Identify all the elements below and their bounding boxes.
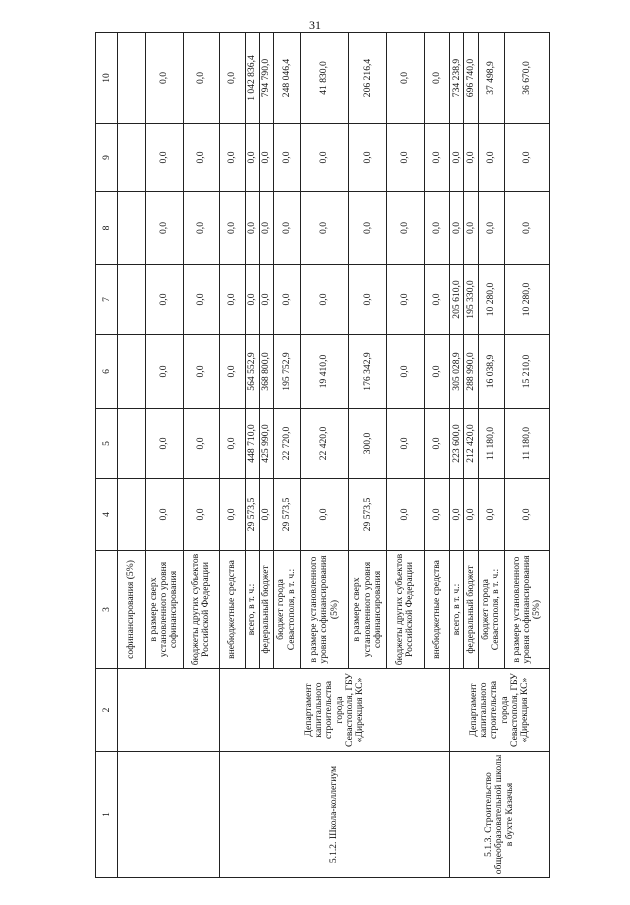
value-cell: 0,0: [478, 192, 504, 265]
value-cell: 0,0: [464, 124, 478, 192]
value-cell: 0,0: [220, 192, 245, 265]
value-cell: 0,0: [387, 479, 425, 551]
value-cell: 16 038,9: [478, 335, 504, 409]
value-cell: 15 210,0: [505, 335, 550, 409]
header-cell: 4: [96, 479, 118, 551]
source-cell: федеральный бюджет: [259, 551, 273, 669]
value-cell: 288 990,0: [464, 335, 478, 409]
value-cell: 0,0: [505, 192, 550, 265]
value-cell: 205 610,0: [450, 265, 464, 335]
value-cell: 0,0: [259, 192, 273, 265]
value-cell: 0,0: [145, 409, 183, 479]
value-cell: 0,0: [478, 479, 504, 551]
value-cell: 0,0: [300, 192, 349, 265]
value-cell: 206 216,4: [349, 33, 387, 124]
value-cell: 29 573,5: [274, 479, 300, 551]
value-cell: 0,0: [145, 335, 183, 409]
value-cell: 195 752,9: [274, 335, 300, 409]
value-cell: 300,0: [349, 409, 387, 479]
header-cell: 6: [96, 335, 118, 409]
value-cell: 223 600,0: [450, 409, 464, 479]
value-cell: [118, 479, 145, 551]
value-cell: 0,0: [424, 479, 449, 551]
table-row: [118, 33, 145, 878]
value-cell: 1 042 836,4: [245, 33, 259, 124]
header-cell: 7: [96, 265, 118, 335]
header-cell: 5: [96, 409, 118, 479]
value-cell: 0,0: [245, 192, 259, 265]
source-cell: внебюджетные средства: [424, 551, 449, 669]
value-cell: 11 180,0: [478, 409, 504, 479]
value-cell: 195 330,0: [464, 265, 478, 335]
table-row: [450, 33, 464, 878]
source-cell: софинансирования (5%): [118, 551, 145, 669]
value-cell: 176 342,9: [349, 335, 387, 409]
value-cell: 0,0: [245, 265, 259, 335]
value-cell: 0,0: [349, 265, 387, 335]
executor-cell: [118, 669, 220, 752]
value-cell: 19 410,0: [300, 335, 349, 409]
item-cell: [118, 752, 220, 878]
source-cell: всего, в т. ч.:: [245, 551, 259, 669]
value-cell: [118, 265, 145, 335]
value-cell: 564 552,9: [245, 335, 259, 409]
value-cell: 696 740,0: [464, 33, 478, 124]
executor-name: Департамент капитального строительства города Севастополя, ГБУ «Дирекция КС»: [220, 669, 450, 752]
value-cell: 0,0: [183, 33, 220, 124]
header-cell: 2: [96, 669, 118, 752]
value-cell: 29 573,5: [349, 479, 387, 551]
value-cell: 11 180,0: [505, 409, 550, 479]
value-cell: 0,0: [145, 124, 183, 192]
value-cell: 0,0: [259, 265, 273, 335]
value-cell: 0,0: [387, 335, 425, 409]
value-cell: 0,0: [424, 192, 449, 265]
value-cell: [118, 192, 145, 265]
value-cell: 0,0: [505, 479, 550, 551]
header-cell: 9: [96, 124, 118, 192]
source-cell: бюджет города Севастополя, в т. ч.:: [478, 551, 504, 669]
value-cell: 0,0: [183, 265, 220, 335]
value-cell: 0,0: [349, 192, 387, 265]
item-name: 5.1.2. Школа-коллегиум: [220, 752, 450, 878]
header-cell: 10: [96, 33, 118, 124]
value-cell: 0,0: [220, 124, 245, 192]
header-cell: 3: [96, 551, 118, 669]
item-name: 5.1.3. Строительство общеобразовательной школы в бухте Казачья: [450, 752, 550, 878]
value-cell: [118, 409, 145, 479]
value-cell: 0,0: [505, 124, 550, 192]
value-cell: 0,0: [387, 409, 425, 479]
value-cell: 305 028,9: [450, 335, 464, 409]
value-cell: 0,0: [145, 192, 183, 265]
value-cell: 0,0: [259, 124, 273, 192]
value-cell: 0,0: [220, 409, 245, 479]
value-cell: 0,0: [424, 335, 449, 409]
value-cell: 0,0: [274, 124, 300, 192]
value-cell: 0,0: [145, 265, 183, 335]
value-cell: 22 420,0: [300, 409, 349, 479]
value-cell: 0,0: [387, 265, 425, 335]
value-cell: [118, 124, 145, 192]
value-cell: 0,0: [450, 479, 464, 551]
value-cell: 0,0: [145, 33, 183, 124]
value-cell: 10 280,0: [478, 265, 504, 335]
value-cell: 37 498,9: [478, 33, 504, 124]
value-cell: 794 790,0: [259, 33, 273, 124]
value-cell: 248 046,4: [274, 33, 300, 124]
value-cell: 0,0: [300, 265, 349, 335]
executor-name: Департамент капитального строительства города Севастополя, ГБУ «Дирекция КС»: [450, 669, 550, 752]
rotated-table-wrapper: [95, 33, 550, 878]
value-cell: 0,0: [387, 33, 425, 124]
source-cell: всего, в т. ч.:: [450, 551, 464, 669]
value-cell: 0,0: [183, 409, 220, 479]
page-number: 31: [309, 18, 321, 32]
value-cell: 0,0: [478, 124, 504, 192]
value-cell: [118, 33, 145, 124]
source-cell: бюджеты других субъектов Российской Федерации: [387, 551, 425, 669]
value-cell: 0,0: [464, 192, 478, 265]
value-cell: 0,0: [220, 335, 245, 409]
value-cell: 41 830,0: [300, 33, 349, 124]
value-cell: 0,0: [424, 124, 449, 192]
value-cell: 0,0: [183, 335, 220, 409]
value-cell: 368 800,0: [259, 335, 273, 409]
value-cell: 29 573,5: [245, 479, 259, 551]
value-cell: 448 710,0: [245, 409, 259, 479]
table-row: [220, 33, 245, 878]
source-cell: в размере сверх установленного уровня софинансирования: [145, 551, 183, 669]
source-cell: бюджет города Севастополя, в т. ч.:: [274, 551, 300, 669]
value-cell: [118, 335, 145, 409]
value-cell: 0,0: [300, 124, 349, 192]
source-cell: внебюджетные средства: [220, 551, 245, 669]
value-cell: 0,0: [220, 479, 245, 551]
value-cell: 0,0: [450, 192, 464, 265]
value-cell: 425 990,0: [259, 409, 273, 479]
header-row: [96, 33, 118, 878]
source-cell: бюджеты других субъектов Российской Федерации: [183, 551, 220, 669]
value-cell: 10 280,0: [505, 265, 550, 335]
header-cell: 8: [96, 192, 118, 265]
header-cell: 1: [96, 752, 118, 878]
value-cell: 0,0: [274, 192, 300, 265]
value-cell: 0,0: [424, 33, 449, 124]
value-cell: 0,0: [450, 124, 464, 192]
value-cell: 22 720,0: [274, 409, 300, 479]
value-cell: 0,0: [259, 479, 273, 551]
value-cell: 0,0: [145, 479, 183, 551]
value-cell: 0,0: [349, 124, 387, 192]
value-cell: 0,0: [387, 192, 425, 265]
value-cell: 0,0: [220, 265, 245, 335]
value-cell: 212 420,0: [464, 409, 478, 479]
value-cell: 36 670,0: [505, 33, 550, 124]
value-cell: 0,0: [274, 265, 300, 335]
value-cell: 0,0: [464, 479, 478, 551]
funding-table: [95, 32, 550, 878]
value-cell: 0,0: [424, 409, 449, 479]
value-cell: 0,0: [183, 192, 220, 265]
value-cell: 734 238,9: [450, 33, 464, 124]
value-cell: 0,0: [424, 265, 449, 335]
value-cell: 0,0: [220, 33, 245, 124]
source-cell: федеральный бюджет: [464, 551, 478, 669]
value-cell: 0,0: [245, 124, 259, 192]
value-cell: 0,0: [300, 479, 349, 551]
source-cell: в размере сверх установленного уровня софинансирования: [349, 551, 387, 669]
value-cell: 0,0: [183, 124, 220, 192]
source-cell: в размере установленного уровня софинансирования (5%): [300, 551, 349, 669]
value-cell: 0,0: [183, 479, 220, 551]
source-cell: в размере установленного уровня софинансирования (5%): [505, 551, 550, 669]
value-cell: 0,0: [387, 124, 425, 192]
